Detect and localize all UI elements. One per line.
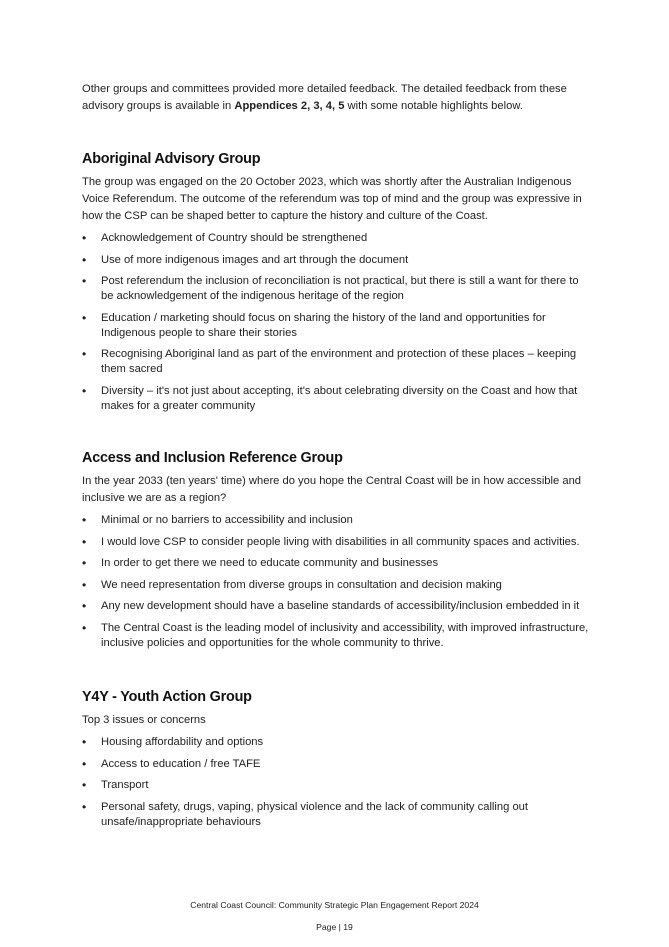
list-item: • Education / marketing should focus on sharing the history of the land and opportunities for Indigenous people to share their stories	[82, 311, 592, 341]
footer-title: Central Coast Council: Community Strategic Plan Engagement Report 2024	[190, 900, 479, 910]
list-item: • Housing affordability and options	[82, 735, 592, 750]
section-heading: Access and Inclusion Reference Group	[82, 450, 343, 466]
list-item: • We need representation from diverse groups in consultation and decision making	[82, 578, 592, 593]
list-item: • Any new development should have a baseline standards of accessibility/inclusion embedded in it	[82, 599, 592, 614]
list-item: • I would love CSP to consider people living with disabilities in all community spaces and activities.	[82, 535, 592, 550]
list-item: • In order to get there we need to educate community and businesses	[82, 556, 592, 571]
section-paragraph: In the year 2033 (ten years' time) where do you hope the Central Coast will be in how accessible and inclusive we are as a region?	[82, 475, 582, 504]
bullet-list	[82, 231, 592, 414]
list-item: • Personal safety, drugs, vaping, physical violence and the lack of community calling out unsafe/inappropriate behaviours	[82, 800, 592, 830]
intro-text: Other groups and committees provided more detailed feedback. The detailed feedback from these advisory groups is available in	[82, 83, 567, 112]
intro-text-end: with some notable highlights below.	[344, 100, 523, 112]
list-item: • Access to education / free TAFE	[82, 757, 592, 772]
list-item: • Acknowledgement of Country should be strengthened	[82, 231, 592, 246]
intro-paragraph	[82, 81, 592, 115]
youth-action-section	[82, 688, 592, 836]
list-item: • Minimal or no barriers to accessibility and inclusion	[82, 513, 592, 528]
list-item: • Diversity – it's not just about accepting, it's about celebrating diversity on the Coast and how that makes for a greater community	[82, 384, 592, 414]
appendices-reference: Appendices 2, 3, 4, 5	[234, 100, 345, 112]
aboriginal-advisory-section	[82, 150, 592, 420]
list-item: • Transport	[82, 778, 592, 793]
list-item: • Recognising Aboriginal land as part of the environment and protection of these places – keeping them sacred	[82, 347, 592, 377]
list-item: • Post referendum the inclusion of reconciliation is not practical, but there is still a want for there to be acknowledgement of the indigenous heritage of the region	[82, 274, 592, 304]
section-paragraph: The group was engaged on the 20 October 2023, which was shortly after the Australian Indigenous Voice Referendum. The outcome of the referendum was top of mind and the group was expressive in how the CSP can be shaped better to capture the history and culture of the Coast.	[82, 176, 582, 222]
bullet-list	[82, 735, 592, 830]
section-heading: Y4Y - Youth Action Group	[82, 689, 252, 705]
list-item: • The Central Coast is the leading model of inclusivity and accessibility, with improved infrastructure, inclusive policies and opportunities for the whole community to thrive.	[82, 621, 592, 651]
page-number: Page | 19	[316, 922, 353, 932]
access-inclusion-section	[82, 449, 592, 657]
section-heading: Aboriginal Advisory Group	[82, 151, 261, 167]
section-paragraph: Top 3 issues or concerns	[82, 714, 206, 726]
list-item: • Use of more indigenous images and art through the document	[82, 253, 592, 268]
bullet-list	[82, 513, 592, 651]
